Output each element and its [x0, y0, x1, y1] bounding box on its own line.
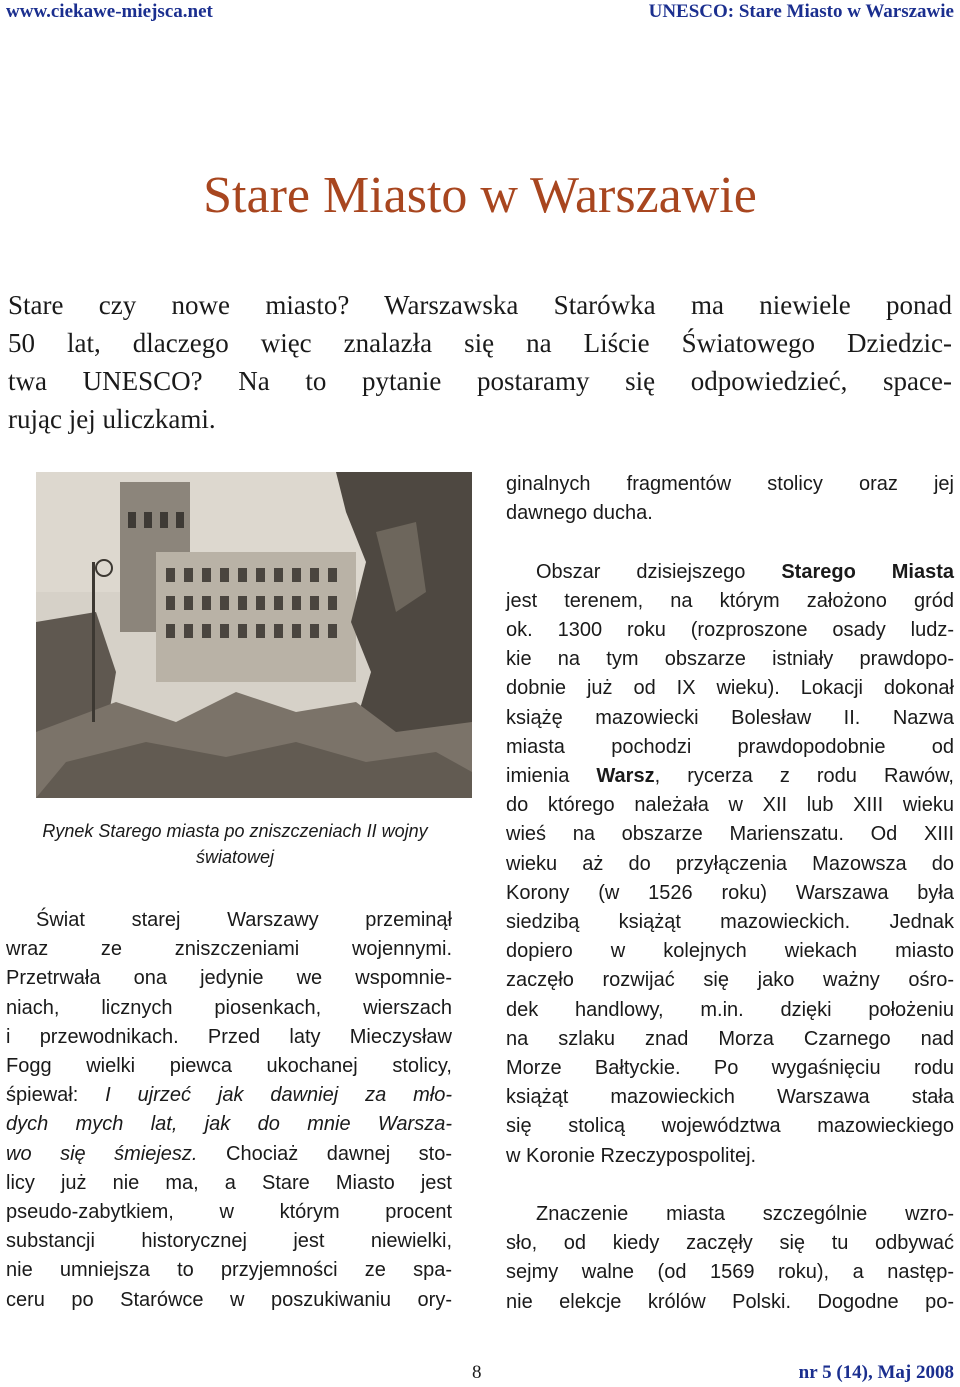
photo-destroyed-market-square — [36, 472, 472, 798]
intro-paragraph — [8, 286, 952, 438]
text-fragment: Chociaż dawnej sto- — [226, 1142, 452, 1165]
text-line: wraz ze zniszczeniami wojennymi. — [6, 938, 452, 961]
photo-caption — [0, 818, 470, 870]
text-line: kie na tym obszarze istniały prawdopo- — [506, 648, 954, 671]
text-line: wieś na obszarze Marienszatu. Od XIII — [506, 823, 954, 846]
text-line: w Koronie Rzeczypospolitej. — [506, 1144, 757, 1167]
text-line: siedzibą książąt mazowieckich. Jednak — [506, 911, 954, 934]
text-line: licy już nie ma, a Stare Miasto jest — [6, 1171, 452, 1194]
text-line: się stolicą województwa mazowieckiego — [506, 1115, 954, 1138]
photo-illustration — [36, 472, 472, 798]
text-line: ok. 1300 roku (rozproszone osady ludz- — [506, 619, 954, 641]
text-line: Przetrwała ona jedynie we wspomnie- — [6, 967, 452, 990]
text-line: niach, licznych piosenkach, wierszach — [6, 996, 452, 1019]
intro-line: Stare czy nowe miasto? Warszawska Starówka ma niewiele ponad — [8, 290, 952, 320]
text-line: dawnego ducha. — [506, 502, 653, 525]
page-number: 8 — [472, 1362, 482, 1383]
song-quote: dych mych lat, jak do mnie Warsza- — [6, 1113, 452, 1136]
text-line: sło, od kiedy zaczęły się tu odbywać — [506, 1232, 954, 1255]
text-line: Fogg wielki piewca ukochanej stolicy, — [6, 1055, 452, 1078]
text-line: dopiero w kolejnych wiekach miasto — [506, 940, 954, 963]
text-line: miasta pochodzi prawdopodobnie od — [506, 735, 954, 758]
left-column-text — [6, 906, 452, 1315]
intro-line: rując jej uliczkami. — [8, 404, 216, 434]
header-section-title: UNESCO: Stare Miasto w Warszawie — [648, 1, 954, 22]
text-line: Świat starej Warszawy przeminął — [36, 909, 452, 931]
text-line: dobnie już od IX wieku). Lokacji dokonał — [506, 677, 954, 700]
text-line-quote-end — [6, 1140, 452, 1169]
highlight-stare-miasto: Starego Miasta — [781, 560, 955, 583]
highlight-warsz: Warsz — [596, 765, 655, 788]
intro-line: 50 lat, dlaczego więc znalazła się na Liście Światowego Dziedzic- — [8, 328, 952, 358]
text-fragment: śpiewał: — [6, 1084, 79, 1107]
text-line: Morze Bałtyckie. Po wygaśnięciu rodu — [506, 1057, 954, 1080]
text-line — [6, 1110, 452, 1139]
text-fragment: imienia — [506, 765, 570, 788]
photo-caption-line: Rynek Starego miasta po zniszczeniach II wojny — [42, 821, 428, 841]
intro-line: twa UNESCO? Na to pytanie postaramy się odpowiedzieć, space- — [8, 366, 952, 396]
issue-label: nr 5 (14), Maj 2008 — [798, 1362, 954, 1383]
paragraph-gap — [506, 528, 954, 557]
right-column-text — [506, 470, 954, 1317]
text-line: Znaczenie miasta szczególnie wzro- — [536, 1203, 954, 1226]
text-line: i przewodnikach. Przed laty Mieczysław — [6, 1025, 452, 1048]
text-line: książę mazowiecki Bolesław II. Nazwa — [506, 706, 954, 729]
song-quote: I ujrzeć jak dawniej za mło- — [105, 1084, 452, 1107]
header-site-link[interactable]: www.ciekawe-miejsca.net — [6, 1, 213, 22]
text-line: jest terenem, na którym założono gród — [506, 589, 954, 612]
paragraph-gap — [506, 1171, 954, 1200]
text-line: zaczęło rozwijać się jako ważny ośro- — [506, 969, 954, 992]
text-line: sejmy walne (od 1569 roku), a następ- — [506, 1261, 954, 1284]
text-line: ceru po Starówce w poszukiwaniu ory- — [6, 1288, 452, 1311]
text-line: dek handlowy, m.in. dzięki położeniu — [506, 998, 954, 1021]
text-fragment: , rycerza z rodu Rawów, — [654, 765, 954, 788]
text-line: nie elekcje królów Polski. Dogodne po- — [506, 1290, 954, 1313]
photo-caption-line: światowej — [195, 847, 275, 867]
text-line: wieku aż do przyłączenia Mazowsza do — [506, 852, 954, 875]
text-fragment: Obszar dzisiejszego — [536, 560, 746, 583]
song-quote: wo się śmiejesz. — [6, 1142, 198, 1165]
text-line: substancji historycznej jest niewielki, — [6, 1230, 452, 1253]
text-line: do którego należała w XII lub XIII wieku — [506, 794, 954, 817]
text-line: książąt mazowieckich Warszawa stała — [506, 1086, 954, 1109]
text-line — [506, 558, 954, 587]
text-line: Korony (w 1526 roku) Warszawa była — [506, 881, 954, 904]
text-line — [506, 762, 954, 791]
page-title: Stare Miasto w Warszawie — [203, 167, 757, 224]
text-line: ginalnych fragmentów stolicy oraz jej — [506, 473, 954, 495]
text-line: nie umniejsza to przyjemności ze spa- — [6, 1259, 452, 1282]
text-line-quote-start — [6, 1081, 452, 1110]
text-line: pseudo-zabytkiem, w którym procent — [6, 1201, 452, 1224]
text-line: na szlaku znad Morza Czarnego nad — [506, 1027, 954, 1050]
